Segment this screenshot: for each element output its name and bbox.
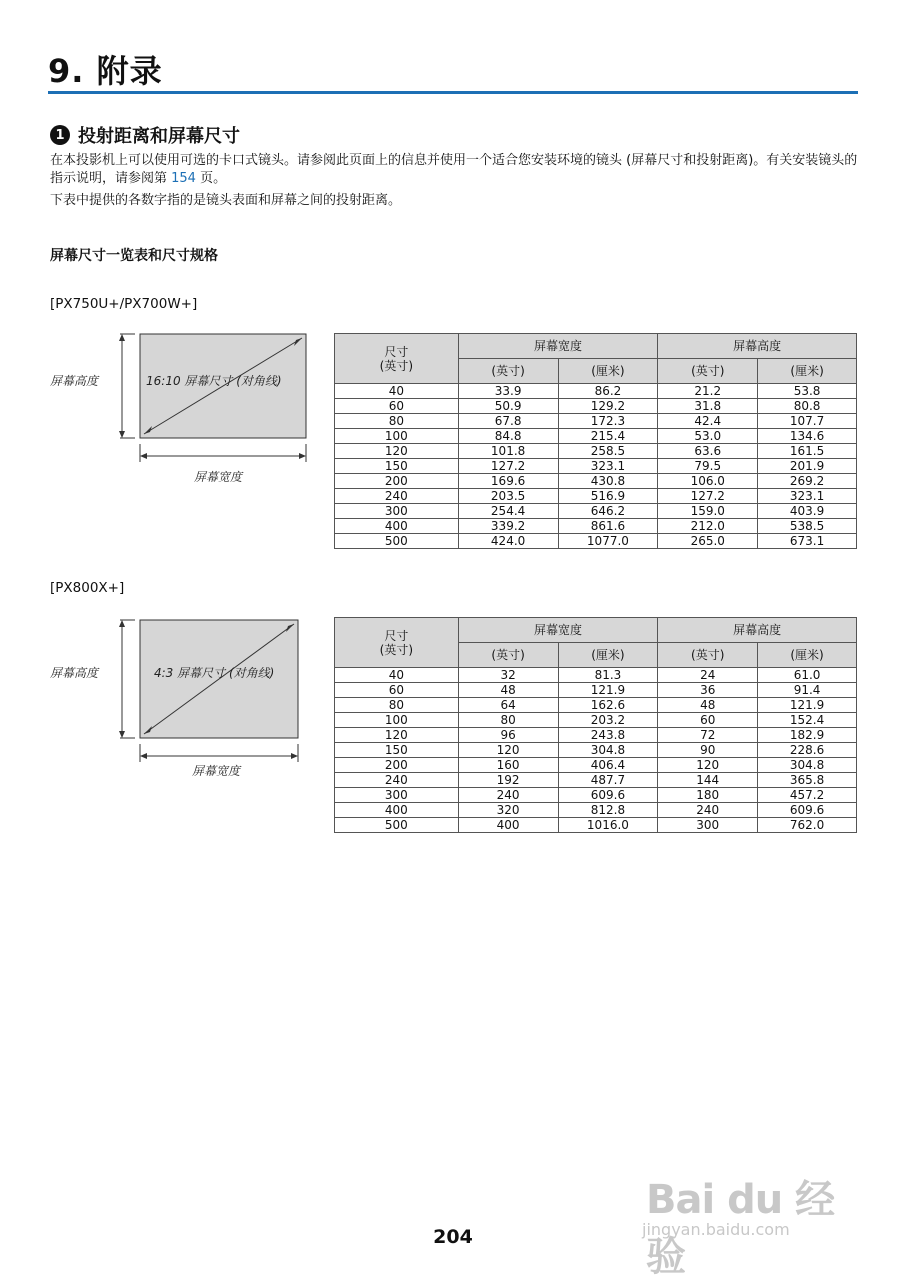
table-cell: 36 bbox=[658, 683, 758, 698]
table-cell: 152.4 bbox=[758, 713, 857, 728]
watermark-url: jingyan.baidu.com bbox=[642, 1220, 790, 1239]
table-cell: 150 bbox=[335, 743, 459, 758]
table-cell: 1016.0 bbox=[558, 818, 658, 833]
screen-height-label: 屏幕高度 bbox=[50, 374, 99, 388]
table-cell: 212.0 bbox=[658, 519, 758, 534]
table-cell: 215.4 bbox=[558, 429, 658, 444]
height-inch-header: (英寸) bbox=[658, 359, 758, 384]
table-cell: 48 bbox=[658, 698, 758, 713]
size-table-4-3 bbox=[334, 617, 857, 833]
width-cm-header: (厘米) bbox=[558, 359, 658, 384]
table-row bbox=[335, 728, 857, 743]
table-cell: 192 bbox=[458, 773, 558, 788]
table-cell: 538.5 bbox=[758, 519, 857, 534]
table-cell: 90 bbox=[658, 743, 758, 758]
table-cell: 500 bbox=[335, 534, 459, 549]
table-row bbox=[335, 504, 857, 519]
table-cell: 365.8 bbox=[758, 773, 857, 788]
table-cell: 60 bbox=[335, 399, 459, 414]
table-cell: 107.7 bbox=[758, 414, 857, 429]
model-label: [PX800X+] bbox=[50, 580, 125, 596]
table-cell: 457.2 bbox=[758, 788, 857, 803]
width-header: 屏幕宽度 bbox=[458, 618, 658, 643]
table-row bbox=[335, 444, 857, 459]
height-header: 屏幕高度 bbox=[658, 334, 857, 359]
table-cell: 127.2 bbox=[458, 459, 558, 474]
table-row bbox=[335, 459, 857, 474]
height-cm-header: (厘米) bbox=[758, 359, 857, 384]
table-cell: 21.2 bbox=[658, 384, 758, 399]
table-cell: 169.6 bbox=[458, 474, 558, 489]
intro-note: 下表中提供的各数字指的是镜头表面和屏幕之间的投射距离。 bbox=[50, 193, 402, 208]
table-cell: 400 bbox=[458, 818, 558, 833]
table-cell: 487.7 bbox=[558, 773, 658, 788]
table-cell: 500 bbox=[335, 818, 459, 833]
table-cell: 265.0 bbox=[658, 534, 758, 549]
table-cell: 80 bbox=[458, 713, 558, 728]
table-cell: 127.2 bbox=[658, 489, 758, 504]
subheading: 屏幕尺寸一览表和尺寸规格 bbox=[50, 248, 218, 264]
table-row bbox=[335, 773, 857, 788]
table-row bbox=[335, 534, 857, 549]
section-title: 投射距离和屏幕尺寸 bbox=[78, 126, 240, 147]
table-cell: 812.8 bbox=[558, 803, 658, 818]
table-cell: 240 bbox=[658, 803, 758, 818]
table-cell: 673.1 bbox=[758, 534, 857, 549]
table-cell: 182.9 bbox=[758, 728, 857, 743]
table-cell: 430.8 bbox=[558, 474, 658, 489]
width-inch-header: (英寸) bbox=[458, 643, 558, 668]
table-cell: 81.3 bbox=[558, 668, 658, 683]
table-row bbox=[335, 713, 857, 728]
table-cell: 304.8 bbox=[758, 758, 857, 773]
table-cell: 180 bbox=[658, 788, 758, 803]
table-cell: 240 bbox=[335, 489, 459, 504]
table-cell: 53.0 bbox=[658, 429, 758, 444]
table-row bbox=[335, 519, 857, 534]
diagonal-label: 16:10 屏幕尺寸 (对角线) bbox=[146, 374, 282, 388]
table-row bbox=[335, 399, 857, 414]
table-cell: 63.6 bbox=[658, 444, 758, 459]
model-label: [PX750U+/PX700W+] bbox=[50, 296, 198, 312]
table-row bbox=[335, 818, 857, 833]
table-cell: 406.4 bbox=[558, 758, 658, 773]
table-cell: 243.8 bbox=[558, 728, 658, 743]
table-row bbox=[335, 788, 857, 803]
table-cell: 61.0 bbox=[758, 668, 857, 683]
screen-width-label: 屏幕宽度 bbox=[194, 470, 243, 484]
table-row bbox=[335, 489, 857, 504]
table-cell: 60 bbox=[335, 683, 459, 698]
intro-paragraph: 在本投影机上可以使用可选的卡口式镜头。请参阅此页面上的信息并使用一个适合您安装环境的镜头 (屏幕尺寸和投射距离)。有关安装镜头的指示说明，请参阅第 154 页。 bbox=[50, 153, 858, 186]
table-row bbox=[335, 384, 857, 399]
table-cell: 40 bbox=[335, 384, 459, 399]
table-cell: 200 bbox=[335, 758, 459, 773]
table-cell: 101.8 bbox=[458, 444, 558, 459]
screen-height-label: 屏幕高度 bbox=[50, 666, 99, 680]
section-heading bbox=[50, 122, 240, 148]
table-cell: 86.2 bbox=[558, 384, 658, 399]
table-cell: 64 bbox=[458, 698, 558, 713]
table-row bbox=[335, 683, 857, 698]
table-cell: 861.6 bbox=[558, 519, 658, 534]
table-cell: 323.1 bbox=[558, 459, 658, 474]
table-cell: 100 bbox=[335, 429, 459, 444]
table-row bbox=[335, 743, 857, 758]
watermark-logo-text: Bai du 经验 bbox=[646, 1177, 835, 1280]
table-cell: 258.5 bbox=[558, 444, 658, 459]
screen-diagram-4-3 bbox=[40, 612, 320, 782]
table-cell: 32 bbox=[458, 668, 558, 683]
section-number-badge: 1 bbox=[50, 125, 70, 145]
height-inch-header: (英寸) bbox=[658, 643, 758, 668]
table-cell: 203.2 bbox=[558, 713, 658, 728]
table-cell: 129.2 bbox=[558, 399, 658, 414]
table-row bbox=[335, 668, 857, 683]
table-cell: 91.4 bbox=[758, 683, 857, 698]
table-cell: 31.8 bbox=[658, 399, 758, 414]
table-cell: 40 bbox=[335, 668, 459, 683]
table-cell: 150 bbox=[335, 459, 459, 474]
table-cell: 339.2 bbox=[458, 519, 558, 534]
table-cell: 106.0 bbox=[658, 474, 758, 489]
table-cell: 203.5 bbox=[458, 489, 558, 504]
table-cell: 403.9 bbox=[758, 504, 857, 519]
table-cell: 201.9 bbox=[758, 459, 857, 474]
table-cell: 240 bbox=[458, 788, 558, 803]
table-cell: 400 bbox=[335, 803, 459, 818]
table-cell: 121.9 bbox=[758, 698, 857, 713]
table-cell: 134.6 bbox=[758, 429, 857, 444]
table-cell: 609.6 bbox=[758, 803, 857, 818]
height-header: 屏幕高度 bbox=[658, 618, 857, 643]
size-table-16-10 bbox=[334, 333, 857, 549]
table-cell: 120 bbox=[458, 743, 558, 758]
table-cell: 300 bbox=[658, 818, 758, 833]
table-cell: 48 bbox=[458, 683, 558, 698]
width-header: 屏幕宽度 bbox=[458, 334, 658, 359]
diagonal-label: 4:3 屏幕尺寸 (对角线) bbox=[154, 666, 275, 680]
table-cell: 67.8 bbox=[458, 414, 558, 429]
table-cell: 80 bbox=[335, 698, 459, 713]
table-cell: 228.6 bbox=[758, 743, 857, 758]
table-cell: 53.8 bbox=[758, 384, 857, 399]
table-cell: 80.8 bbox=[758, 399, 857, 414]
table-cell: 1077.0 bbox=[558, 534, 658, 549]
table-cell: 159.0 bbox=[658, 504, 758, 519]
screen-diagram-16-10 bbox=[40, 326, 320, 496]
table-cell: 323.1 bbox=[758, 489, 857, 504]
table-cell: 24 bbox=[658, 668, 758, 683]
table-cell: 60 bbox=[658, 713, 758, 728]
table-cell: 200 bbox=[335, 474, 459, 489]
table-cell: 516.9 bbox=[558, 489, 658, 504]
table-cell: 79.5 bbox=[658, 459, 758, 474]
table-row bbox=[335, 474, 857, 489]
height-cm-header: (厘米) bbox=[758, 643, 857, 668]
size-header: 尺寸 (英寸) bbox=[335, 334, 459, 384]
table-cell: 254.4 bbox=[458, 504, 558, 519]
table-cell: 762.0 bbox=[758, 818, 857, 833]
table-cell: 400 bbox=[335, 519, 459, 534]
table-cell: 50.9 bbox=[458, 399, 558, 414]
table-cell: 96 bbox=[458, 728, 558, 743]
table-cell: 144 bbox=[658, 773, 758, 788]
table-cell: 42.4 bbox=[658, 414, 758, 429]
table-cell: 172.3 bbox=[558, 414, 658, 429]
table-cell: 120 bbox=[335, 444, 459, 459]
table-cell: 120 bbox=[658, 758, 758, 773]
title-rule bbox=[48, 91, 858, 94]
table-cell: 646.2 bbox=[558, 504, 658, 519]
page-number: 204 bbox=[433, 1226, 473, 1248]
table-cell: 304.8 bbox=[558, 743, 658, 758]
width-cm-header: (厘米) bbox=[558, 643, 658, 668]
table-cell: 100 bbox=[335, 713, 459, 728]
table-cell: 269.2 bbox=[758, 474, 857, 489]
table-cell: 84.8 bbox=[458, 429, 558, 444]
table-cell: 300 bbox=[335, 788, 459, 803]
table-cell: 120 bbox=[335, 728, 459, 743]
page-link[interactable]: 154 bbox=[171, 171, 196, 186]
table-cell: 121.9 bbox=[558, 683, 658, 698]
table-cell: 240 bbox=[335, 773, 459, 788]
table-cell: 609.6 bbox=[558, 788, 658, 803]
width-inch-header: (英寸) bbox=[458, 359, 558, 384]
table-cell: 300 bbox=[335, 504, 459, 519]
table-row bbox=[335, 429, 857, 444]
chapter-title: 9. 附录 bbox=[48, 52, 163, 90]
table-cell: 161.5 bbox=[758, 444, 857, 459]
table-row bbox=[335, 414, 857, 429]
table-cell: 162.6 bbox=[558, 698, 658, 713]
screen-diagram-graphic bbox=[40, 326, 320, 496]
screen-width-label: 屏幕宽度 bbox=[192, 764, 241, 778]
table-row bbox=[335, 698, 857, 713]
table-cell: 72 bbox=[658, 728, 758, 743]
table-cell: 160 bbox=[458, 758, 558, 773]
size-header: 尺寸 (英寸) bbox=[335, 618, 459, 668]
table-cell: 320 bbox=[458, 803, 558, 818]
table-cell: 80 bbox=[335, 414, 459, 429]
table-row bbox=[335, 803, 857, 818]
table-row bbox=[335, 758, 857, 773]
table-cell: 424.0 bbox=[458, 534, 558, 549]
screen-diagram-graphic bbox=[40, 612, 320, 782]
table-cell: 33.9 bbox=[458, 384, 558, 399]
